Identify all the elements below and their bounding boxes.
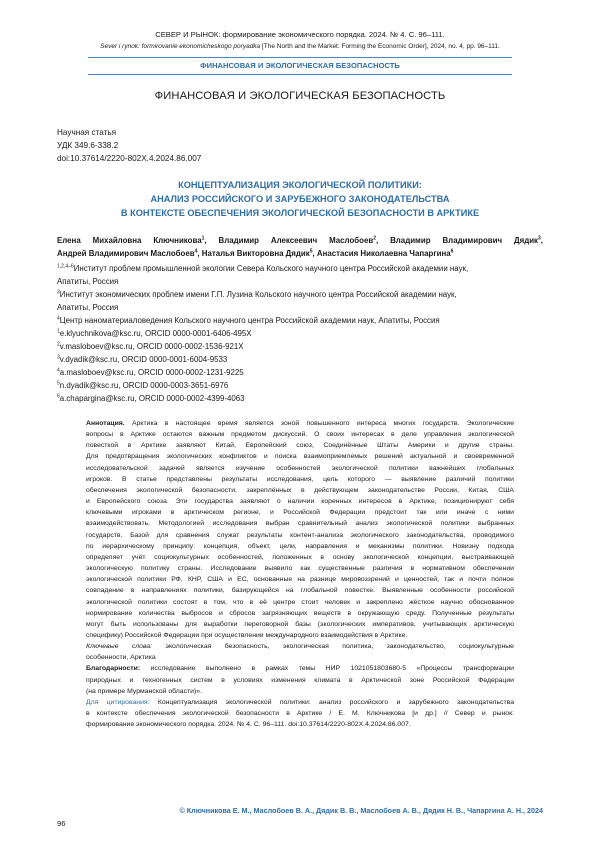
citation-line: формирование экономического порядка. 2024. № 4. С. 96–111. doi:10.37614/2220-802X.4.2024.86.007. (86, 721, 411, 729)
copyright-notice: © Ключникова Е. М., Маслобоев В. А., Дядик В. В., Маслобоев А. В., Дядик Н. В., Чапаргина А. Н., 2024 (179, 806, 543, 815)
running-header-section: ФИНАНСОВАЯ И ЭКОЛОГИЧЕСКАЯ БЕЗОПАСНОСТЬ (200, 61, 400, 70)
affiliation-mark: 1,2,4–6 (57, 263, 74, 270)
email-mark: 3 (57, 354, 60, 361)
email-orcid[interactable]: n.dyadik@ksc.ru, ORCID 0000-0003-3651-6976 (59, 381, 229, 390)
abstract-line: и Европейского союза. Эти государства заявляют о наличии коренных интересов в Арктике, позиционируют себя (86, 498, 514, 506)
affiliation-mark: 4 (57, 315, 60, 322)
author-name: Андрей Владимирович Маслобоев (57, 249, 195, 258)
author-email[interactable] (57, 392, 543, 405)
abstract-line: экологическую политику страны. Исследование выявило как существенные различия в нормативном обеспечении (86, 565, 514, 573)
author-affiliation-mark: 6 (450, 248, 454, 255)
doi: doi:10.37614/2220-802X.4.2024.86.007 (57, 154, 202, 163)
author-affiliation-mark: 2 (373, 235, 376, 242)
keywords-line: особенности, Арктика (86, 654, 156, 662)
acknowledgements-line (86, 663, 514, 674)
abstract-line: обеспечения экологической безопасности, закреплённых в действующем законодательстве России, Китая, США (86, 486, 514, 494)
author-name: Анастасия Николаевна Чапаргина (316, 249, 451, 258)
abstract-line (86, 418, 514, 429)
author-separator: , (197, 249, 202, 258)
author-line-2 (57, 247, 543, 260)
affiliation-2 (57, 288, 543, 301)
citation-line (86, 697, 514, 708)
article-title-line-1: КОНЦЕПТУАЛИЗАЦИЯ ЭКОЛОГИЧЕСКОЙ ПОЛИТИКИ: (178, 180, 422, 190)
author-email[interactable] (57, 327, 543, 340)
affiliation-1 (57, 262, 543, 275)
abstract-line: государств. Базой для сравнения служат результаты контент-анализа экологического законодательства, проводимого (86, 531, 514, 539)
running-header-journal-translit: Sever i rynok: formirovanie ekonomicheskogo poryadka (100, 43, 261, 50)
email-mark: 5 (57, 380, 60, 387)
author-affiliation-mark: 4 (194, 248, 198, 255)
email-mark: 6 (57, 393, 60, 400)
citation-text: Концептуализация экологической политики: анализ российского и зарубежного законодательства (149, 698, 514, 706)
affiliation-3 (57, 314, 543, 327)
author-separator: , (312, 249, 317, 258)
article-type: Научная статья (57, 128, 117, 137)
affiliations (57, 262, 543, 405)
email-mark: 2 (57, 341, 60, 348)
citation-label: Для цитирования: (86, 698, 150, 706)
abstract-label: Аннотация. (86, 420, 125, 427)
abstract-line: вопросы в Арктике остаются важным предметом дискуссий. О своих интересах в деле управления экологической (86, 431, 514, 439)
running-header-journal-english: [The North and the Market: Forming the Economic Order], 2024, no. 4, pp. 96–111. (260, 43, 500, 50)
author-affiliation-mark: 3 (538, 235, 541, 242)
email-orcid[interactable]: a.chapargina@ksc.ru, ORCID 0000-0002-4399-4063 (59, 394, 245, 403)
section-title: ФИНАНСОВАЯ И ЭКОЛОГИЧЕСКАЯ БЕЗОПАСНОСТЬ (154, 90, 446, 102)
email-mark: 4 (57, 367, 60, 374)
keywords-label: Ключевые слова: (86, 643, 153, 651)
author-name: Владимир Алексеевич Маслобоев (218, 236, 374, 245)
email-orcid[interactable]: v.dyadik@ksc.ru, ORCID 0000-0001-6004-9533 (59, 355, 228, 364)
abstract-line: взаимодействовать. Методологией исследования выбран сравнительный анализ экологической политики выбранных (86, 520, 514, 528)
abstract-text: Арктика в настоящее время является зоной повышенного интереса многих государств. Экологические (124, 420, 514, 427)
abstract-line: совпадение в направлениях политики, базирующейся на глобальной повестке. Выявленные особенности российской (86, 587, 514, 595)
email-orcid[interactable]: a.masloboev@ksc.ru, ORCID 0000-0002-1231-9225 (59, 368, 244, 377)
running-header-translit (0, 43, 600, 50)
abstract-line: Для предотвращения экологических конфликтов и поиска взаимоприемлемых решений актуальной и своевременной (86, 453, 514, 461)
author-separator: , (375, 236, 391, 245)
header-rule-bottom (88, 74, 512, 75)
author-name: Елена Михайловна Ключникова (57, 236, 202, 245)
email-mark: 1 (57, 328, 60, 335)
affiliation-text: Институт проблем промышленной экологии Севера Кольского научного центра Российской академии наук, (73, 264, 469, 273)
author-name: Наталья Викторовна Дядик (201, 249, 310, 258)
udk-code: УДК 349.6-338.2 (57, 141, 119, 150)
author-affiliation-mark: 1 (201, 235, 205, 242)
author-email[interactable] (57, 366, 543, 379)
email-orcid[interactable]: e.klyuchnikova@ksc.ru, ORCID 0000-0001-6406-495X (59, 329, 252, 338)
abstract-line: по иерархическому принципу: концепция, объект, цели, направления и механизмы политики. Новизну подхода (86, 542, 514, 550)
header-rule-top (88, 57, 512, 58)
author-affiliation-mark: 5 (309, 248, 313, 255)
abstract-block (86, 418, 514, 730)
acknowledgements-text: исследование выполнено в рамках темы НИР 1021051803680-5 «Процессы трансформации (140, 665, 514, 673)
article-title-line-3: В КОНТЕКСТЕ ОБЕСПЕЧЕНИЯ ЭКОЛОГИЧЕСКОЙ БЕЗОПАСНОСТИ В АРКТИКЕ (120, 208, 480, 218)
acknowledgements-line: природных и техногенных систем в условиях изменения климата в Арктической зоне Российской Федерации (86, 676, 514, 684)
author-separator: , (540, 236, 543, 245)
abstract-line: могут быть использованы для выработки переговорной базы (экологических императивов, учитывающих арктическую (86, 620, 514, 628)
keywords-line (86, 641, 514, 652)
author-line-1 (57, 234, 543, 247)
abstract-line: экологической политики РФ, КНР, США и ЕС, основанные на разнице мировоззрений и ценностей, так и почти полное (86, 576, 514, 584)
author-email[interactable] (57, 340, 543, 353)
abstract-line: специфику) Российской Федерации при осуществлении международного взаимодействия в Арктике. (86, 631, 408, 639)
author-email[interactable] (57, 379, 543, 392)
page-number: 96 (57, 819, 66, 828)
email-orcid[interactable]: v.masloboev@ksc.ru, ORCID 0000-0002-1536-921X (59, 342, 244, 351)
abstract-line: определяет учёт социокультурных особенностей, положенных в основу экологической концепции, выстраивающей (86, 553, 514, 561)
author-separator: , (204, 236, 219, 245)
keywords-text: экологическая безопасность, экологическая политика, законодательство, социокультурные (152, 643, 514, 651)
acknowledgements-line: (на примере Мурманской области)». (86, 687, 202, 695)
article-title-line-2: АНАЛИЗ РОССИЙСКОГО И ЗАРУБЕЖНОГО ЗАКОНОДАТЕЛЬСТВА (150, 194, 450, 204)
affiliation-text: Центр наноматериаловедения Кольского научного центра Российской академии наук, Апатиты, Россия (59, 316, 440, 325)
affiliation-text: Институт экономических проблем имени Г.П. Лузина Кольского научного центра Российской академии наук, (59, 290, 457, 299)
author-name: Владимир Владимирович Дядик (390, 236, 538, 245)
acknowledgements-label: Благодарности: (86, 665, 141, 673)
running-header-citation: СЕВЕР И РЫНОК: формирование экономического порядка. 2024. № 4. С. 96–111. (155, 30, 445, 39)
abstract-line: исследовательской задачей является изучение особенностей экологической политики важнейших глобальных (86, 464, 514, 472)
affiliation-1-city: Апатиты, Россия (57, 277, 119, 286)
affiliation-mark: 3 (57, 289, 60, 296)
abstract-line: экологической политики состоят в том, что в её центре стоит человек и закреплено жёсткое научно обоснованное (86, 598, 514, 606)
abstract-line: нормирование количества выбросов и сбросов загрязняющих веществ в окружающую среду. Полученные результаты (86, 609, 514, 617)
citation-line: в контексте обеспечения экологической безопасности в Арктике / Е. М. Ключникова [и др.] // Север и рынок: (86, 710, 514, 718)
abstract-line: игроков. В статье представлены результаты исследования, цель которого — выявление различий политики (86, 475, 514, 483)
author-list (57, 234, 543, 260)
affiliation-2-city: Апатиты, Россия (57, 303, 119, 312)
author-email[interactable] (57, 353, 543, 366)
abstract-line: ключевыми игроками в арктическом регионе, и Российской Федерации предстоит так или иначе с ними (86, 509, 514, 517)
abstract-line: повесткой в Арктике заявляют Китай, Европейский союз, Соединённые Штаты Америки и другие страны. (86, 442, 514, 450)
